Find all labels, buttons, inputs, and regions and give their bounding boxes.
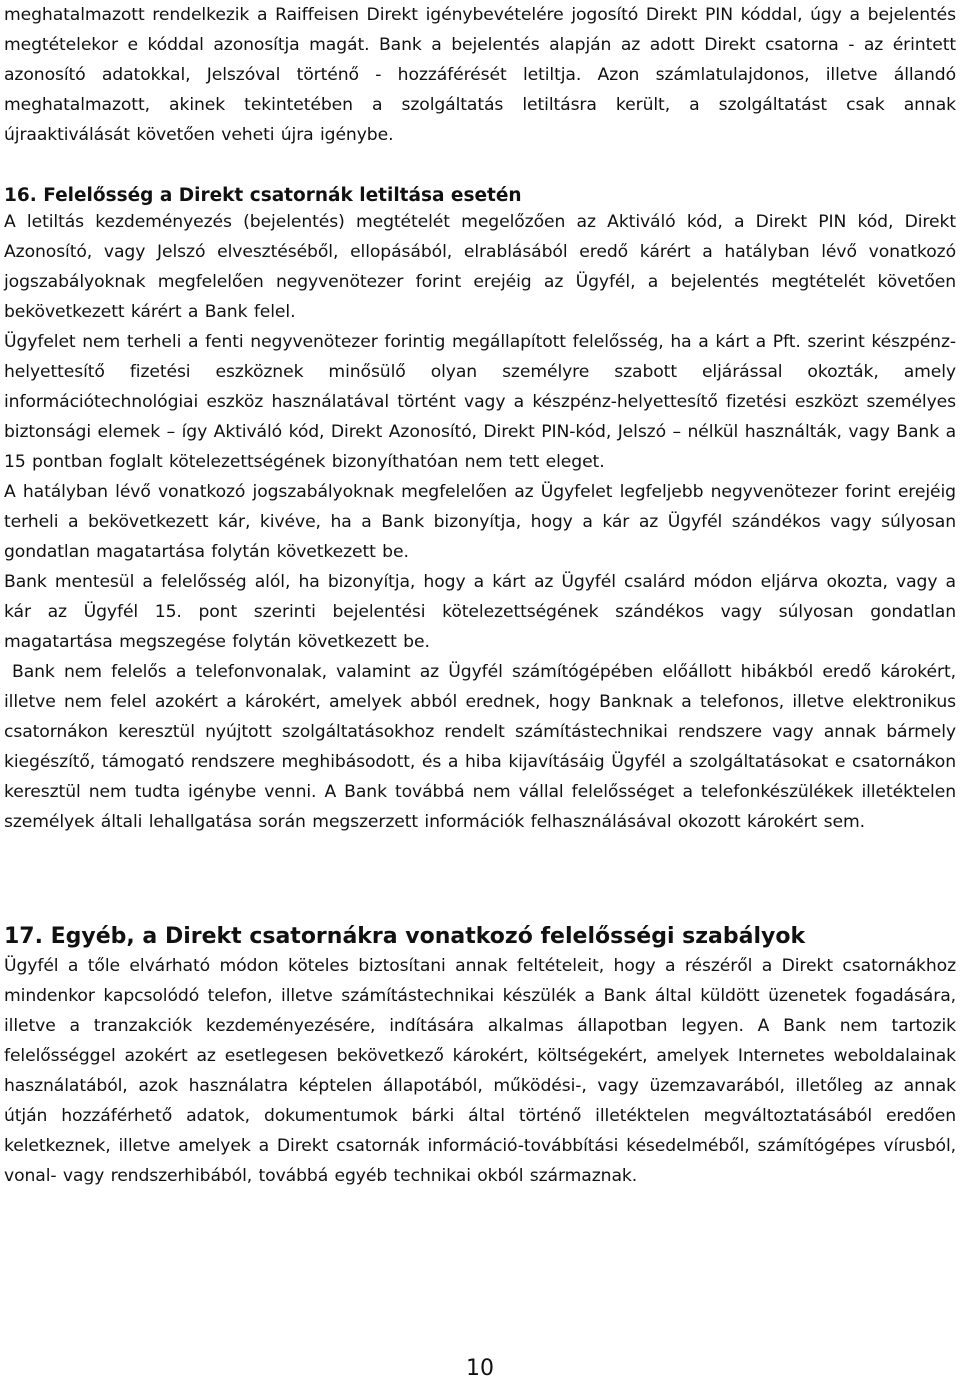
section-17-body [4,951,956,1191]
page-number: 10 [466,1356,494,1381]
section-16-paragraph-2: Ügyfelet nem terheli a fenti negyvenötezer forintig megállapított felelősség, ha a kárt a Pft. szerint készpénz-helyettesítő fizetési eszköznek minősülő olyan személyre szabott eljárással okozták, amely információtechnológiai eszköz használatával történt vagy a készpénz-helyettesítő fizetési eszközt személyes biztonsági elemek – így Aktiváló kód, Direkt Azonosító, Direkt PIN-kód, Jelszó – nélkül használták, vagy Bank a 15 pontban foglalt kötelezettségének bizonyíthatóan nem tett eleget. [4,332,956,472]
section-16-paragraph-4: Bank mentesül a felelősség alól, ha bizonyítja, hogy a kárt az Ügyfél csalárd módon eljárva okozta, vagy a kár az Ügyfél 15. pont szerinti bejelentési kötelezettségének szándékos vagy súlyosan gondatlan magatartása megszegése folytán következett be. [4,572,956,652]
section-16-heading: 16. Felelősség a Direkt csatornák letiltása esetén [4,185,522,206]
section-16-paragraph-5: Bank nem felelős a telefonvonalak, valamint az Ügyfél számítógépében előállott hibákból eredő károkért, illetve nem felel azokért a károkért, amelyek abból erednek, hogy Banknak a telefonos, illetve elektronikus csatornákon keresztül nyújtott szolgáltatásokhoz rendelt számítástechnikai rendszere vagy annak bármely kiegészítő, támogató rendszere meghibásodott, és a hiba kijavításáig Ügyfél a szolgáltatásokat e csatornákon keresztül nem tudta igénybe venni. A Bank továbbá nem vállal felelősséget a telefonkészülékek illetéktelen személyek általi lehallgatása során megszerzett információk felhasználásával okozott károkért sem. [4,662,956,832]
section-16-body [4,207,956,837]
intro-paragraph: meghatalmazott rendelkezik a Raiffeisen Direkt igénybevételére jogosító Direkt PIN kóddal, úgy a bejelentés megtételekor e kóddal azonosítja magát. Bank a bejelentés alapján az adott Direkt csatorna - az érintett azonosító adatokkal, Jelszóval történő - hozzáférését letiltja. Azon számlatulajdonos, illetve állandó meghatalmazott, akinek tekintetében a szolgáltatás letiltásra került, a szolgáltatást csak annak újraaktiválását követően veheti újra igénybe. [4,5,956,145]
section-17-paragraph-1: Ügyfél a tőle elvárható módon köteles biztosítani annak feltételeit, hogy a részéről a Direkt csatornákhoz mindenkor kapcsolódó telefon, illetve számítástechnikai készülék a Bank által küldött üzenetek fogadására, illetve a tranzakciók kezdeményezésére, indítására alkalmas állapotban legyen. A Bank nem tartozik felelősséggel azokért az esetlegesen bekövetkező károkért, költségekért, amelyek Internetes weboldalainak használatából, azok használatra képtelen állapotából, működési-, vagy üzemzavarából, illetőleg az annak útján hozzáférhető adatok, dokumentumok bárki által történő illetéktelen megváltoztatásából eredően keletkeznek, illetve amelyek a Direkt csatornák információ-továbbítási késedelméből, számítógépes vírusból, vonal- vagy rendszerhibából, továbbá egyéb technikai okból származnak. [4,956,956,1186]
section-16-paragraph-3: A hatályban lévő vonatkozó jogszabályoknak megfelelően az Ügyfelet legfeljebb negyvenötezer forint erejéig terheli a bekövetkezett kár, kivéve, ha a Bank bizonyítja, hogy a kár az Ügyfél szándékos vagy súlyosan gondatlan magatartása folytán következett be. [4,482,956,562]
section-16-paragraph-1: A letiltás kezdeményezés (bejelentés) megtételét megelőzően az Aktiváló kód, a Direkt PIN kód, Direkt Azonosító, vagy Jelszó elvesztéséből, ellopásából, elrablásából eredő kárért a hatályban lévő vonatkozó jogszabályoknak megfelelően negyvenötezer forint erejéig az Ügyfél, a bejelentés megtételét követően bekövetkezett kárért a Bank felel. [4,212,956,322]
section-17-heading: 17. Egyéb, a Direkt csatornákra vonatkozó felelősségi szabályok [4,924,806,949]
